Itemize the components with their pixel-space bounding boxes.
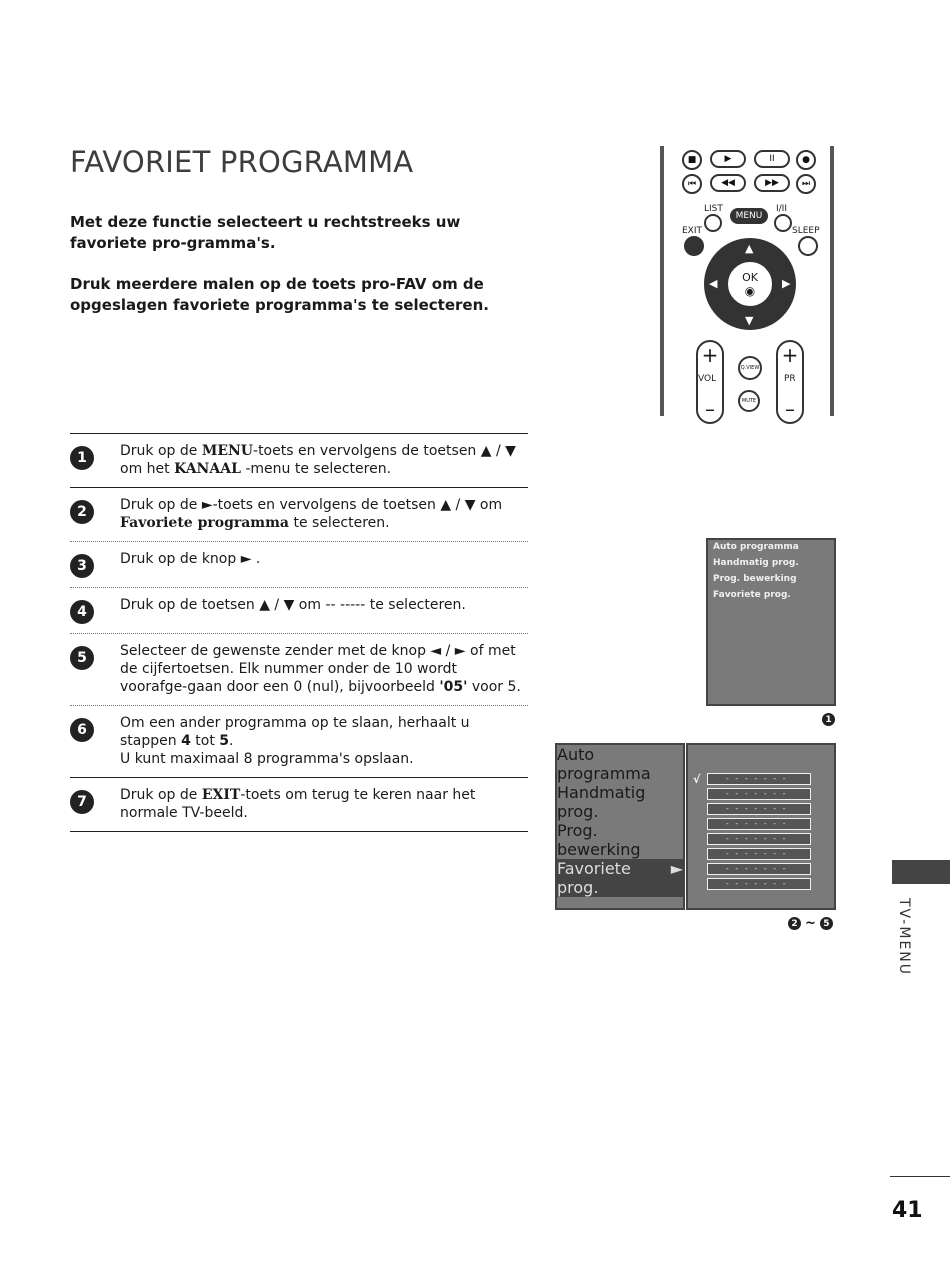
section-label: TV-MENU	[896, 898, 912, 977]
step-1: 1 Druk op de MENU-toets en vervolgens de toetsen ▲ / ▼ om het KANAAL -menu te selecteren.	[70, 434, 528, 488]
menu-item-auto-programma: Auto programma	[557, 745, 651, 783]
menu-item-favoriete-prog-selected: Favoriete prog. ►	[557, 859, 683, 897]
ok-dot-icon: ◉	[744, 283, 756, 298]
figure-ref-2-5: 2 ~ 5	[788, 916, 833, 931]
play-icon: ▶	[710, 150, 746, 168]
section-tab	[892, 860, 950, 884]
favorite-slot: - - - - - - -	[707, 803, 811, 815]
favorite-slot: - - - - - - -	[707, 848, 811, 860]
favorite-slot: - - - - - - -	[707, 818, 811, 830]
favorite-slot: - - - - - - -	[707, 863, 811, 875]
mute-button: MUTE	[738, 390, 760, 412]
menu-item-handmatig-prog: Handmatig prog.	[713, 558, 799, 568]
menu-item-favoriete-prog: Favoriete prog.	[713, 590, 791, 600]
skip-forward-icon: ⏭	[796, 174, 816, 194]
step-number-6: 6	[70, 718, 94, 742]
arrow-up-icon: ▲	[745, 242, 754, 255]
iii-button	[774, 214, 792, 232]
record-icon: ●	[796, 150, 816, 170]
pause-icon: II	[754, 150, 790, 168]
menu-item-handmatig-prog: Handmatig prog.	[557, 783, 646, 821]
minus-icon: –	[705, 397, 715, 421]
intro-text	[70, 212, 520, 336]
sleep-label: SLEEP	[792, 226, 820, 236]
exit-label: EXIT	[682, 226, 703, 236]
page-title: FAVORIET PROGRAMMA	[70, 145, 414, 179]
plus-icon: +	[701, 343, 719, 367]
figure-ref-1: 1	[822, 713, 835, 726]
menu-item-prog-bewerking: Prog. bewerking	[713, 574, 797, 584]
osd-channel-menu	[706, 538, 836, 706]
favorite-slot: - - - - - - -	[707, 773, 811, 785]
page-number-rule	[890, 1176, 950, 1177]
step-2: 2 Druk op de ►-toets en vervolgens de toetsen ▲ / ▼ om Favoriete programma te selecteren.	[70, 488, 528, 542]
favorite-slot: - - - - - - -	[707, 878, 811, 890]
iii-label: I/II	[776, 204, 787, 214]
ok-button: OK ◉	[726, 260, 774, 308]
favorite-slot: - - - - - - -	[707, 788, 811, 800]
skip-back-icon: ⏮	[682, 174, 702, 194]
step-6: 6 Om een ander programma op te slaan, herhaalt u stappen 4 tot 5. U kunt maximaal 8 programma's opslaan.	[70, 706, 528, 778]
step-number-1: 1	[70, 446, 94, 470]
checkmark-icon: √	[693, 773, 701, 786]
remote-control-illustration	[660, 146, 834, 421]
intro-paragraph-2: Druk meerdere malen op de toets pro-FAV om de opgeslagen favoriete programma's te selecteren.	[70, 275, 489, 314]
vol-label: VOL	[698, 374, 717, 384]
page-number: 41	[892, 1198, 923, 1223]
steps-list	[70, 433, 528, 832]
arrow-right-icon: ▶	[782, 277, 791, 290]
arrow-right-icon: ►	[670, 859, 683, 878]
osd-channel-menu-selected	[555, 743, 685, 910]
step-7: 7 Druk op de EXIT-toets om terug te keren naar het normale TV-beeld.	[70, 778, 528, 832]
intro-paragraph-1: Met deze functie selecteert u rechtstreeks uw favoriete pro-gramma's.	[70, 213, 461, 252]
step-number-7: 7	[70, 790, 94, 814]
step-number-3: 3	[70, 554, 94, 578]
step-5: 5 Selecteer de gewenste zender met de knop ◄ / ► of met de cijfertoetsen. Elk nummer onder de 10 wordt voorafge-gaan door een 0 (nul), bijvoorbeeld '05' voor 5.	[70, 634, 528, 706]
pr-label: PR	[784, 374, 796, 384]
plus-icon: +	[781, 343, 799, 367]
list-button	[704, 214, 722, 232]
stop-icon: ■	[682, 150, 702, 170]
menu-item-prog-bewerking: Prog. bewerking	[557, 821, 641, 859]
step-4: 4 Druk op de toetsen ▲ / ▼ om -- ----- te selecteren.	[70, 588, 528, 634]
qview-button: Q.VIEW	[738, 356, 762, 380]
arrow-left-icon: ◀	[709, 277, 718, 290]
step-number-4: 4	[70, 600, 94, 624]
step-number-5: 5	[70, 646, 94, 670]
menu-button: MENU	[730, 208, 768, 224]
navigation-pad	[704, 238, 796, 330]
fast-forward-icon: ▶▶	[754, 174, 790, 192]
rewind-icon: ◀◀	[710, 174, 746, 192]
favorite-slot: - - - - - - -	[707, 833, 811, 845]
minus-icon: –	[785, 397, 795, 421]
exit-button	[684, 236, 704, 256]
list-label: LIST	[704, 204, 723, 214]
favorite-slots-panel	[686, 743, 836, 910]
step-3: 3 Druk op de knop ► .	[70, 542, 528, 588]
menu-item-auto-programma: Auto programma	[713, 542, 799, 552]
sleep-button	[798, 236, 818, 256]
arrow-down-icon: ▼	[745, 314, 754, 327]
step-number-2: 2	[70, 500, 94, 524]
